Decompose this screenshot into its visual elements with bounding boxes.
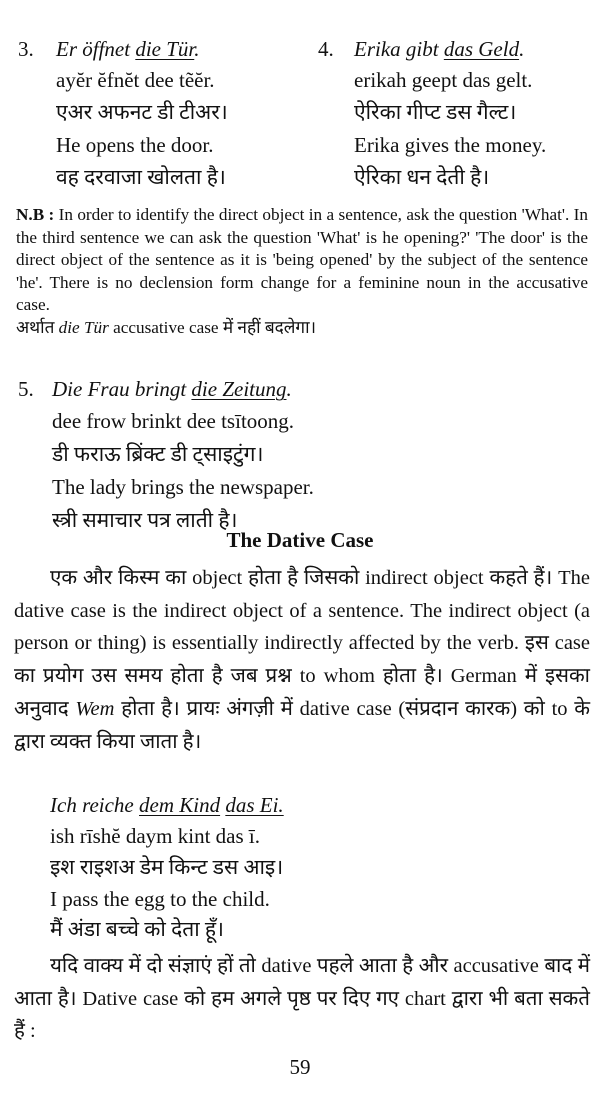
example-4-english: Erika gives the money. — [354, 133, 547, 157]
example-3-hindi-transliteration: एअर अफनट डी टीअर। — [56, 100, 228, 124]
example-4-pronunciation: erikah geept das gelt. — [354, 68, 533, 92]
example-4-hindi: ऐरिका धन देती है। — [354, 165, 490, 189]
example-5-german: Die Frau bringt die Zeitung. — [52, 377, 292, 401]
example-3-german: Er öffnet die Tür. — [56, 37, 200, 61]
section-heading: The Dative Case — [226, 528, 374, 552]
example-5-english: The lady brings the newspaper. — [52, 475, 314, 499]
example-3-hindi: वह दरवाजा खोलता है। — [56, 165, 226, 189]
dative-order-paragraph: यदि वाक्य में दो संज्ञाएं हों तो dative पहले आता है और accusative बाद में आता है। Dative case को हम अगले पृष्ठ पर दिए गए chart द्वारा भी बता सकते हैं : — [14, 955, 590, 1043]
dative-example-hindi: मैं अंडा बच्चे को देता हूँ। — [50, 917, 225, 941]
example-4-number: 4. — [318, 37, 334, 61]
example-5-hindi: स्त्री समाचार पत्र लाती है। — [52, 508, 238, 532]
dative-example-hindi-transliteration: इश राइशअ डेम किन्ट डस आइ। — [50, 855, 284, 879]
example-4-hindi-transliteration: ऐरिका गीप्ट डस गैल्ट। — [354, 100, 517, 124]
page-number: 59 — [289, 1055, 311, 1079]
example-3-number: 3. — [18, 37, 34, 61]
dative-example-pronunciation: ish rīshĕ daym kint das ī. — [50, 824, 260, 848]
example-3-pronunciation: ayĕr ĕfnĕt dee tẽĕr. — [56, 68, 215, 92]
note-label: N.B : — [16, 205, 55, 224]
dative-example-german: Ich reiche dem Kind das Ei. — [50, 793, 284, 817]
example-5-number: 5. — [18, 377, 34, 401]
dative-example-english: I pass the egg to the child. — [50, 887, 270, 911]
example-5-hindi-transliteration: डी फराऊ ब्रिंक्ट डी ट्साइटुंग। — [52, 442, 264, 466]
example-3-english: He opens the door. — [56, 133, 214, 157]
note-paragraph: N.B : In order to identify the direct object in a sentence, ask the question 'What'. In the third sentence we can ask the question 'What' is he opening?' 'The door' is the direct object of the sentence as it is 'being opened' by the subject of the sentence 'he'. There is no declension form change for a feminine noun in the accusative case. अर्थात die Tür accusative case में नहीं बदलेगा। — [16, 205, 588, 337]
dative-paragraph: एक और किस्म का object होता है जिसको indirect object कहते हैं। The dative case is the indirect object of a sentence. The indirect object (a person or thing) is essentially indirectly affected by the verb. इस case का प्रयोग उस समय होता है जब प्रश्न to whom होता है। German में इसका अनुवाद Wem होता है। प्रायः अंगज़ी में dative case (संप्रदान कारक) को to के द्वारा व्यक्त किया जाता है। — [14, 567, 590, 753]
example-4-german: Erika gibt das Geld. — [354, 37, 525, 61]
example-5-pronunciation: dee frow brinkt dee tsītoong. — [52, 409, 295, 433]
